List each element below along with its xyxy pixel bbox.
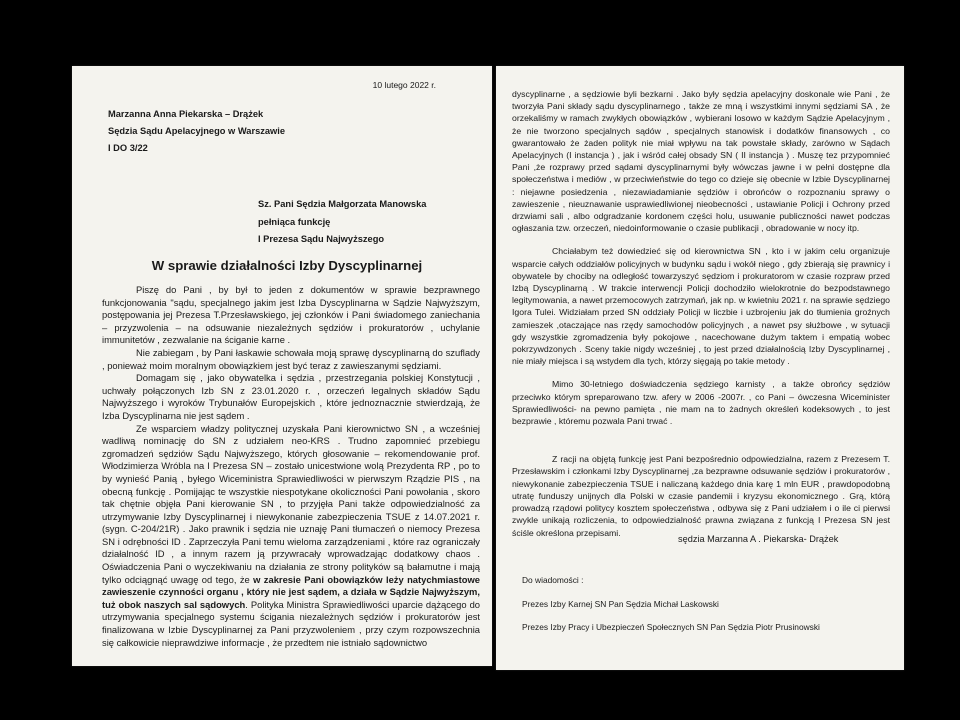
- case-reference: I DO 3/22: [108, 143, 148, 153]
- paragraph: Piszę do Pani , by był to jeden z dokumentów w sprawie bezprawnego funkcjonowania "sądu, specjalnego jakim jest Izba Dyscyplinarna w Sądzie Najwyższym, postępowania jej Prezesa T.Przesławskiego, jej członków i Pani świadomego zaniechania – przyzwolenia – na odsuwanie niezależnych sędziów i prokuratorów , uchylanie immunitetów , zezwalanie na ściganie karne .: [102, 284, 480, 346]
- sender-name: Marzanna Anna Piekarska – Drążek: [108, 109, 264, 119]
- paragraph-text: Ze wsparciem władzy politycznej uzyskała Pani kierownictwo SN , a wcześniej wadliwą nominację do SN z udziałem neo-KRS . Trudno zapomnieć przebiegu zgromadzeń sędziów Sądu Najwyższego, których głosowanie – rekomendowanie prof. Włodzimierza Wróbla na I Prezesa SN – zostało unicestwione wolą Prezydenta RP , po to by wynieść Panią , byłego Wiceministra Sprawiedliwości w pierwszym Rządzie PIS , na obecną funkcję . Pomijając te wszystkie niespotykane okoliczności Pani powołania , skoro tak chętnie objęła Pani kierowanie SN , to przyjęła Pani także odpowiedzialność za utrzymywanie Izby Dyscyplinarnej i niewykonanie zabezpieczenia TSUE z 14.07.2021 r.(sygn. C-204/21R) . Jako prawnik i sędzia nie uznaję Pani tłumaczeń o niemocy Prezesa SN i odrębności ID . Zaprzeczyła Pani temu wieloma zarządzeniami , które raz ograniczały działalność ID , a innym razem ją przywracały wprowadzając dodatkowy chaos . Oświadczenia Pani o wyczekiwaniu na działania ze strony polityków są bałamutne i mają tylko odciągnąć uwagę od tego, że: [102, 422, 480, 585]
- letter-title: W sprawie działalności Izby Dyscyplinarnej: [151, 258, 423, 273]
- emphasized-text: w zakresie Pani obowiązków leży natychmiastowe zawieszenie czynności organu , który nie jest sądem, a działa w Sądzie Najwyższym, tuż obok naszych sal sądowych: [102, 573, 481, 610]
- paragraph: Chciałabym też dowiedzieć się od kierownictwa SN , kto i w jakim celu organizuje wsparcie całych oddziałów policyjnych w budynku sądu i wokół niego , gdy zbierają się prawnicy i obywatele by chociby na odległość towarzyszyć sędziom i prokuratorom w czasie rozpraw przed Izbą Dyscyplinarną . W trakcie interwencji Policji dochodziło wielokrotnie do bezpodstawnego legitymowania, a nawet przemocowych zatrzymań, jak np. w kwietniu 2021 r. na sprawie sędziego Igora Tulei. Widziałam przed SN oddziały Policji w liczbie i uzbrojeniu jak do tłumienia groźnych zamieszek ,otaczające nas rzędy samochodów policyjnych , a nawet psy służbowe , w sytuacji gdy wszystkie zgromadzenia były pokojowe , nacechowane dużym taktem i empatią wobec pokrzywdzonych . Sceny takie nigdy wcześniej , to jest przed działalnością Izby Dyscyplinarnej , nie miały miejsca i są wstydem dla tych, którzy sięgają po takie metody .: [512, 246, 890, 367]
- recipient-block: [258, 196, 426, 249]
- paragraph: Domagam się , jako obywatelka i sędzia , przestrzegania polskiej Konstytucji , uchwały połączonych Izb SN z 23.01.2020 r. , orzeczeń legalnych składów Sądu Najwyższego i wyroków Trybunałów Europejskich , które jednoznacznie stwierdzają, że Izba Dyscyplinarna nie jest sądem .: [102, 372, 480, 421]
- paragraph: dyscyplinarne , a sędziowie byli bezkarni . Jako były sędzia apelacyjny doskonale wie Pani , że tworzyła Pani składy sądu dyscyplinarnego , także ze mną i wszystkimi innymi sędziami SA , że orzekaliśmy w ramach zwykłych obowiązków , wybierani losowo w każdym Sądzie Apelacyjnym , że nie tworzono specjalnych sądów , specjalnych stanowisk i dodatków finansowych , co gwarantowało że żaden polityk nie miał wpływu na tak powstałe składy, zarówno w Sądach Apelacyjnych (I instancja ) , jak i wśród całej obsady SN ( II instancja ) . Muszę tez przypomnieć Pani ,że rozprawy przed sądami dyscyplinarnymi były wówczas jawne i w pełni dostępne dla społeczeństwa i mediów , w przeciwieństwie do tego co dzieje się obecnie w Izbie Dyscyplinarnej : niejawne posiedzenia , niezawiadamianie sędziów i obrońców o rozpoznaniu sprawy o zawieszenie , nieuznawanie usprawiedliwionej nieobecności , ustawianie Policji i Ochrony przed drzwiami sali , albo odgradzanie kordonem części holu, usuwanie publiczności nawet podczas ogłaszania tzw. orzeczeń, niedoinformowanie o czasie publikacji , obradowanie w nocy itp.: [512, 89, 890, 234]
- recipient-name: Sz. Pani Sędzia Małgorzata Manowska: [258, 199, 427, 209]
- signature-line: sędzia Marzanna A . Piekarska- Drążek: [678, 534, 839, 544]
- cc-recipient: Prezes Izby Pracy i Ubezpieczeń Społecznych SN Pan Sędzia Piotr Prusinowski: [522, 622, 820, 632]
- paragraph-text: . Polityka Ministra Sprawiedliwości uparcie dążącego do utrzymywania specjalnego systemu ścigania niezależnych sędziów i prokuratorów jest finalizowana w Izbie Dyscyplinarnej za Pani przyzwoleniem , przy czym rozpowszechnia się całkowicie nieprawdziwe informacje , że przedtem nie istniało sądownictwo: [102, 598, 480, 648]
- paragraph: Nie zabiegam , by Pani łaskawie schowała moją sprawę dyscyplinarną do szuflady , ponieważ moim moralnym obowiązkiem jest być teraz z zawieszanymi sędziami.: [102, 346, 480, 371]
- letter-page-1: [72, 66, 492, 666]
- sender-position: Sędzia Sądu Apelacyjnego w Warszawie: [108, 126, 286, 136]
- sender-block: [108, 106, 285, 157]
- letter-body-page-1: [102, 284, 480, 649]
- cc-label: Do wiadomości :: [522, 575, 584, 585]
- cc-recipient: Prezes Izby Karnej SN Pan Sędzia Michał Laskowski: [522, 599, 719, 609]
- cc-block: [522, 574, 820, 644]
- paragraph: Z racji na objętą funkcję jest Pani bezpośrednio odpowiedzialna, razem z Prezesem T. Przesławskim i członkami Izby Dyscyplinarnej ,za bezprawne odsuwanie sędziów i prokuratorów , niewykonanie zabezpieczenia TSUE i naliczaną każdego dnia karę 1 mln EUR , prawdopodobną utratę funduszy unijnych dla Polski w czasie pandemii i kryzysu ekonomicznego . Grą, którą prowadzą rządowi politycy kosztem społeczeństwa , odbywa się z Pani udziałem i o ile ci pierwsi zwykle unikają rozliczenia, to odpowiedzialność prawna związana z funkcją I Prezesa SN jest ściśle określona przepisami.: [512, 454, 890, 538]
- letter-body-page-2: [512, 88, 890, 539]
- recipient-office: I Prezesa Sądu Najwyższego: [258, 234, 385, 244]
- paragraph: Mimo 30-letniego doświadczenia sędziego karnisty , a także obrońcy sędziów przeciwko którym spreparowano tzw. afery w 2006 -2007r. , co Pani – ówczesna Wiceminister Sprawiedliwości- na pewno pamięta , nie mam na to żadnych określeń kodeksowych , to jest bezprawie , któremu pozwala Pani trwać .: [512, 379, 890, 427]
- letter-page-2: [496, 66, 904, 670]
- paragraph: [102, 423, 480, 650]
- recipient-role: pełniąca funkcję: [258, 216, 331, 227]
- letter-date: 10 lutego 2022 r.: [372, 80, 436, 90]
